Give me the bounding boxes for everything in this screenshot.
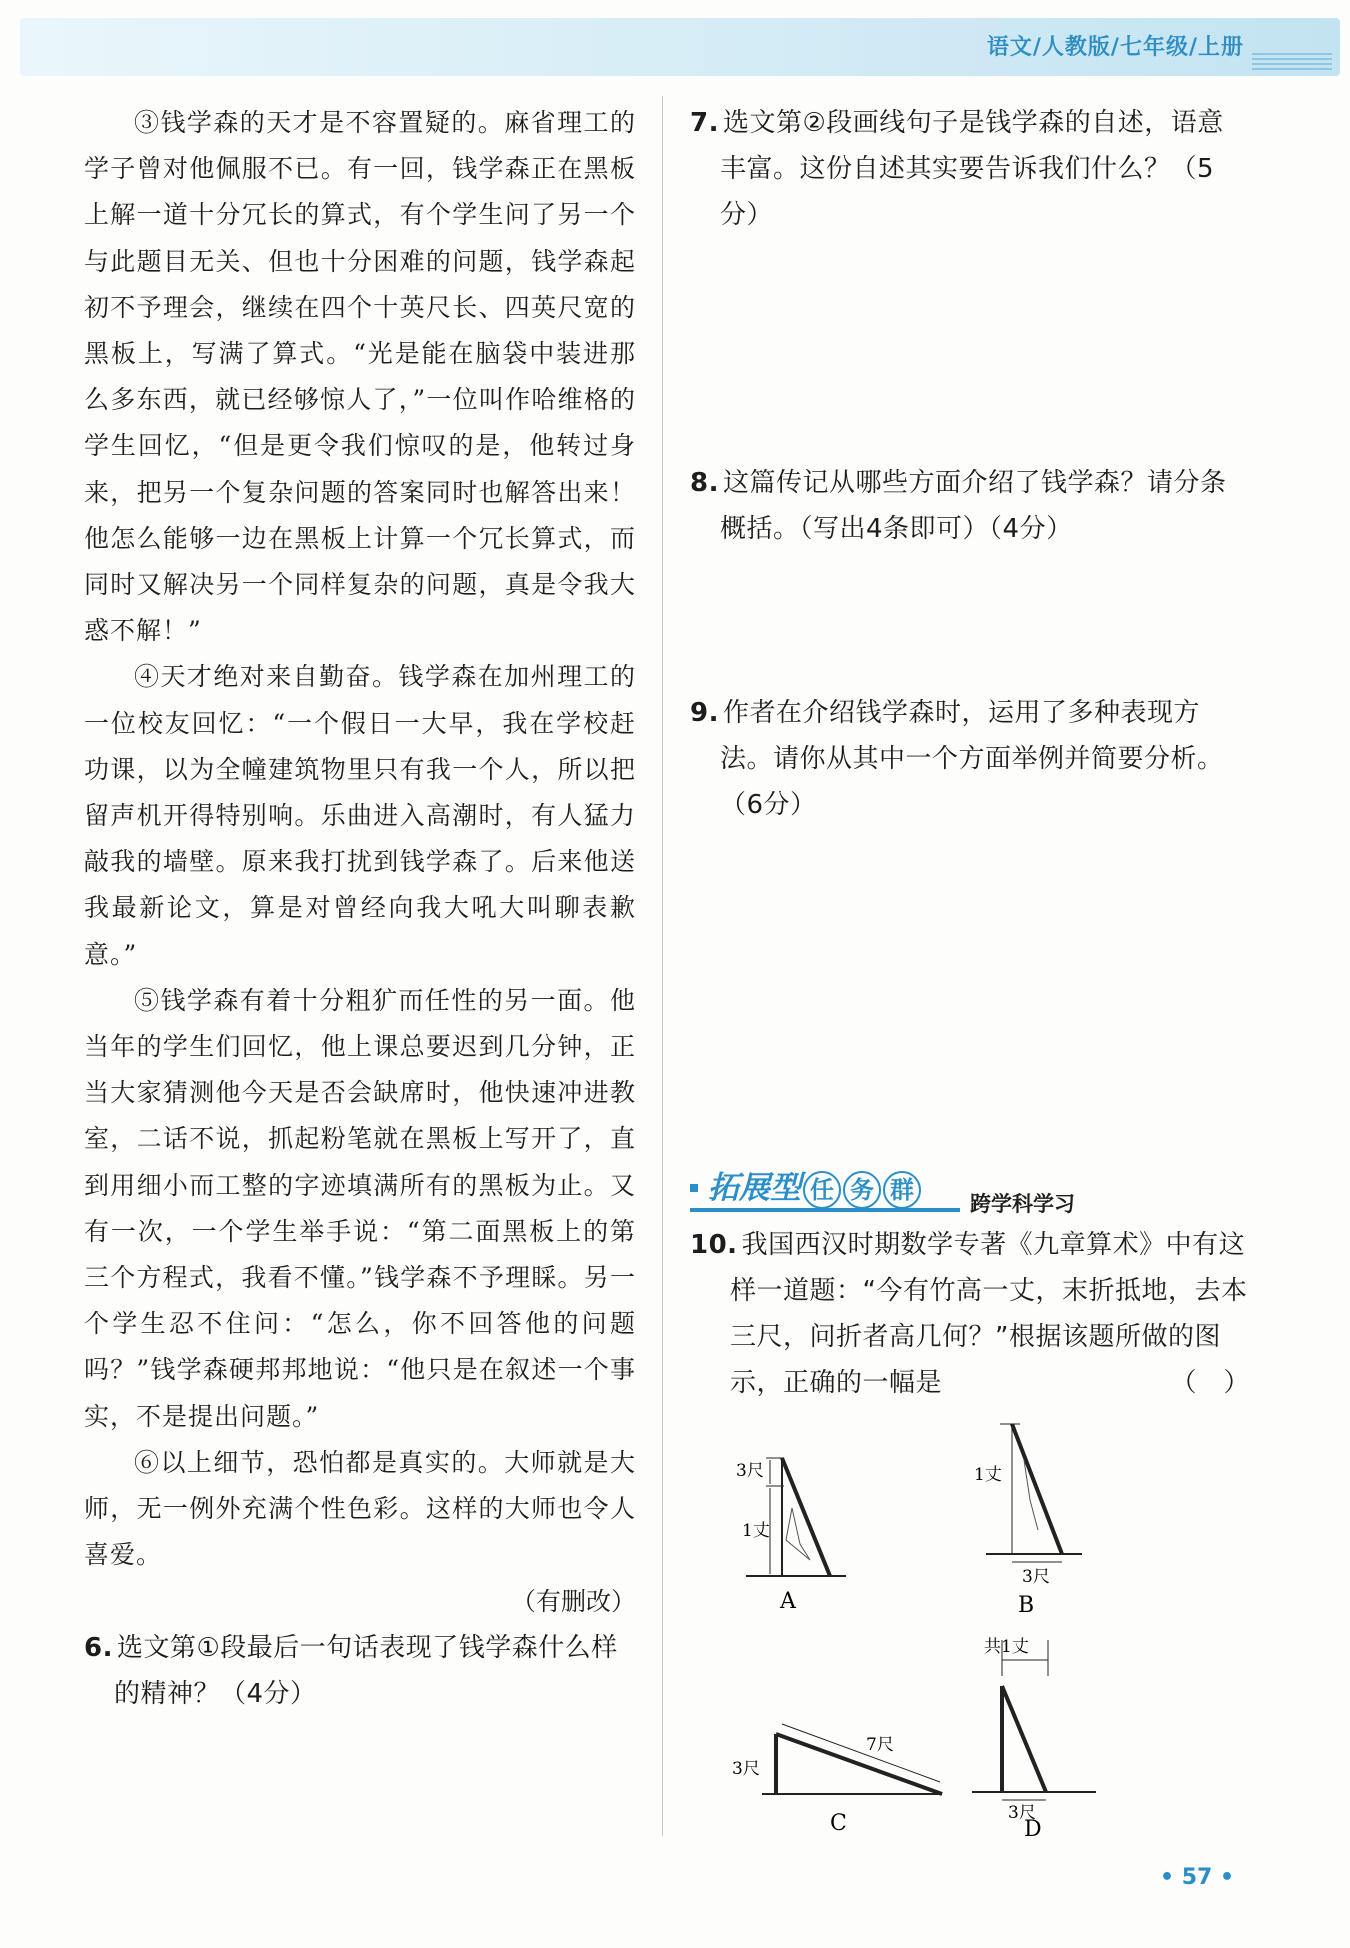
figure-d-label: D	[1024, 1817, 1042, 1840]
section-title	[690, 1162, 921, 1209]
question-8	[690, 460, 1250, 552]
right-column	[690, 100, 1250, 828]
question-9	[690, 690, 1250, 828]
question-text: 选文第②段画线句子是钱学森的自述，语意丰富。这份自述其实要告诉我们什么？（5分）	[720, 108, 1224, 230]
page-number: • 57 •	[1160, 1865, 1235, 1890]
question-6	[84, 1625, 636, 1717]
figure-a-top-label: 3尺	[736, 1461, 764, 1481]
figure-a[interactable]	[726, 1448, 856, 1628]
question-10	[690, 1222, 1250, 1406]
paragraph-5: ⑤钱学森有着十分粗犷而任性的另一面。他当年的学生们回忆，他上课总要迟到几分钟，正当大家猜测他今天是否会缺席时，他快速冲进教室，二话不说，抓起粉笔就在黑板上写开了，直到用细小而工整的字迹填满所有的黑板为止。又有一次，一个学生举手说：“第二面黑板上的第三个方程式，我看不懂。”钱学森不予理睬。另一个学生忍不住问：“怎么，你不回答他的问题吗？”钱学森硬邦邦地说：“他只是在叙述一个事实，不是提出问题。”	[84, 985, 636, 1431]
paragraph-3: ③钱学森的天才是不容置疑的。麻省理工的学子曾对他佩服不已。有一回，钱学森正在黑板上解一道十分冗长的算式，有个学生问了另一个与此题目无关、但也十分困难的问题，钱学森起初不予理会，继续在四个十英尺长、四英尺宽的黑板上，写满了算式。“光是能在脑袋中装进那么多东西，就已经够惊人了，”一位叫作哈维格的学生回忆，“但是更令我们惊叹的是，他转过身来，把另一个复杂问题的答案同时也解答出来！他怎么能够一边在黑板上计算一个冗长算式，而同时又解决另一个同样复杂的问题，真是令我大惑不解！”	[84, 108, 636, 646]
figure-d[interactable]	[966, 1630, 1106, 1840]
question-number: 6.	[84, 1632, 113, 1663]
question-text: 作者在介绍钱学森时，运用了多种表现方法。请你从其中一个方面举例并简要分析。（6分）	[720, 698, 1224, 820]
circled-char: 任	[803, 1171, 841, 1209]
question-7	[690, 100, 1250, 238]
section-subtitle: 跨学科学习	[970, 1192, 1075, 1216]
figure-b-label: B	[1018, 1593, 1035, 1618]
figure-c[interactable]	[726, 1718, 946, 1838]
figure-b-base-label: 3尺	[1022, 1567, 1050, 1587]
source-note: （有删改）	[510, 1586, 636, 1616]
section-header	[690, 1162, 1250, 1216]
figure-d-top-label: 共1丈	[984, 1637, 1029, 1657]
question-number: 10.	[690, 1230, 738, 1260]
figure-b[interactable]	[966, 1420, 1096, 1620]
figure-c-slant-label: 7尺	[866, 1735, 894, 1755]
paragraph-6: ⑥以上细节，恐怕都是真实的。大师就是大师，无一例外充满个性色彩。这样的大师也令人喜爱。	[84, 1447, 636, 1570]
column-divider	[662, 96, 663, 1836]
question-number: 7.	[690, 108, 719, 138]
question-text: 这篇传记从哪些方面介绍了钱学森？请分条概括。（写出4条即可）（4分）	[720, 468, 1227, 544]
question-number: 8.	[690, 468, 719, 498]
section-underline	[690, 1208, 960, 1212]
answer-parentheses[interactable]: （ ）	[1170, 1368, 1250, 1398]
figure-a-side-label: 1丈	[742, 1521, 770, 1541]
question-10-block	[690, 1222, 1250, 1406]
section-title-prefix: 拓展型	[708, 1170, 801, 1206]
banner-decoration	[1252, 52, 1332, 70]
figure-c-label: C	[830, 1811, 847, 1836]
question-text: 我国西汉时期数学专著《九章算术》中有这样一道题：“今有竹高一丈，末折抵地，去本三尺，问折者高几何？”根据该题所做的图示，正确的一幅是	[730, 1230, 1248, 1398]
question-number: 9.	[690, 698, 719, 728]
circled-char: 群	[883, 1171, 921, 1209]
paragraph-4: ④天才绝对来自勤奋。钱学森在加州理工的一位校友回忆：“一个假日一大早，我在学校赶功课，以为全幢建筑物里只有我一个人，所以把留声机开得特别响。乐曲进入高潮时，有人猛力敲我的墙壁。原来我打扰到钱学森了。后来他送我最新论文，算是对曾经向我大吼大叫聊表歉意。”	[84, 662, 636, 969]
answer-space-8[interactable]	[690, 552, 1250, 690]
figure-a-label: A	[780, 1589, 796, 1614]
circled-char: 务	[843, 1171, 881, 1209]
figure-d-base-label: 3尺	[1008, 1803, 1036, 1823]
figure-b-side-label: 1丈	[974, 1465, 1002, 1485]
header-banner	[20, 18, 1340, 76]
book-label: 语文/人教版/七年级/上册	[986, 35, 1244, 60]
figure-c-side-label: 3尺	[732, 1759, 760, 1779]
answer-space-7[interactable]	[690, 238, 1250, 460]
question-text: 选文第①段最后一句话表现了钱学森什么样的精神？（4分）	[114, 1632, 618, 1709]
left-column	[84, 100, 636, 1717]
